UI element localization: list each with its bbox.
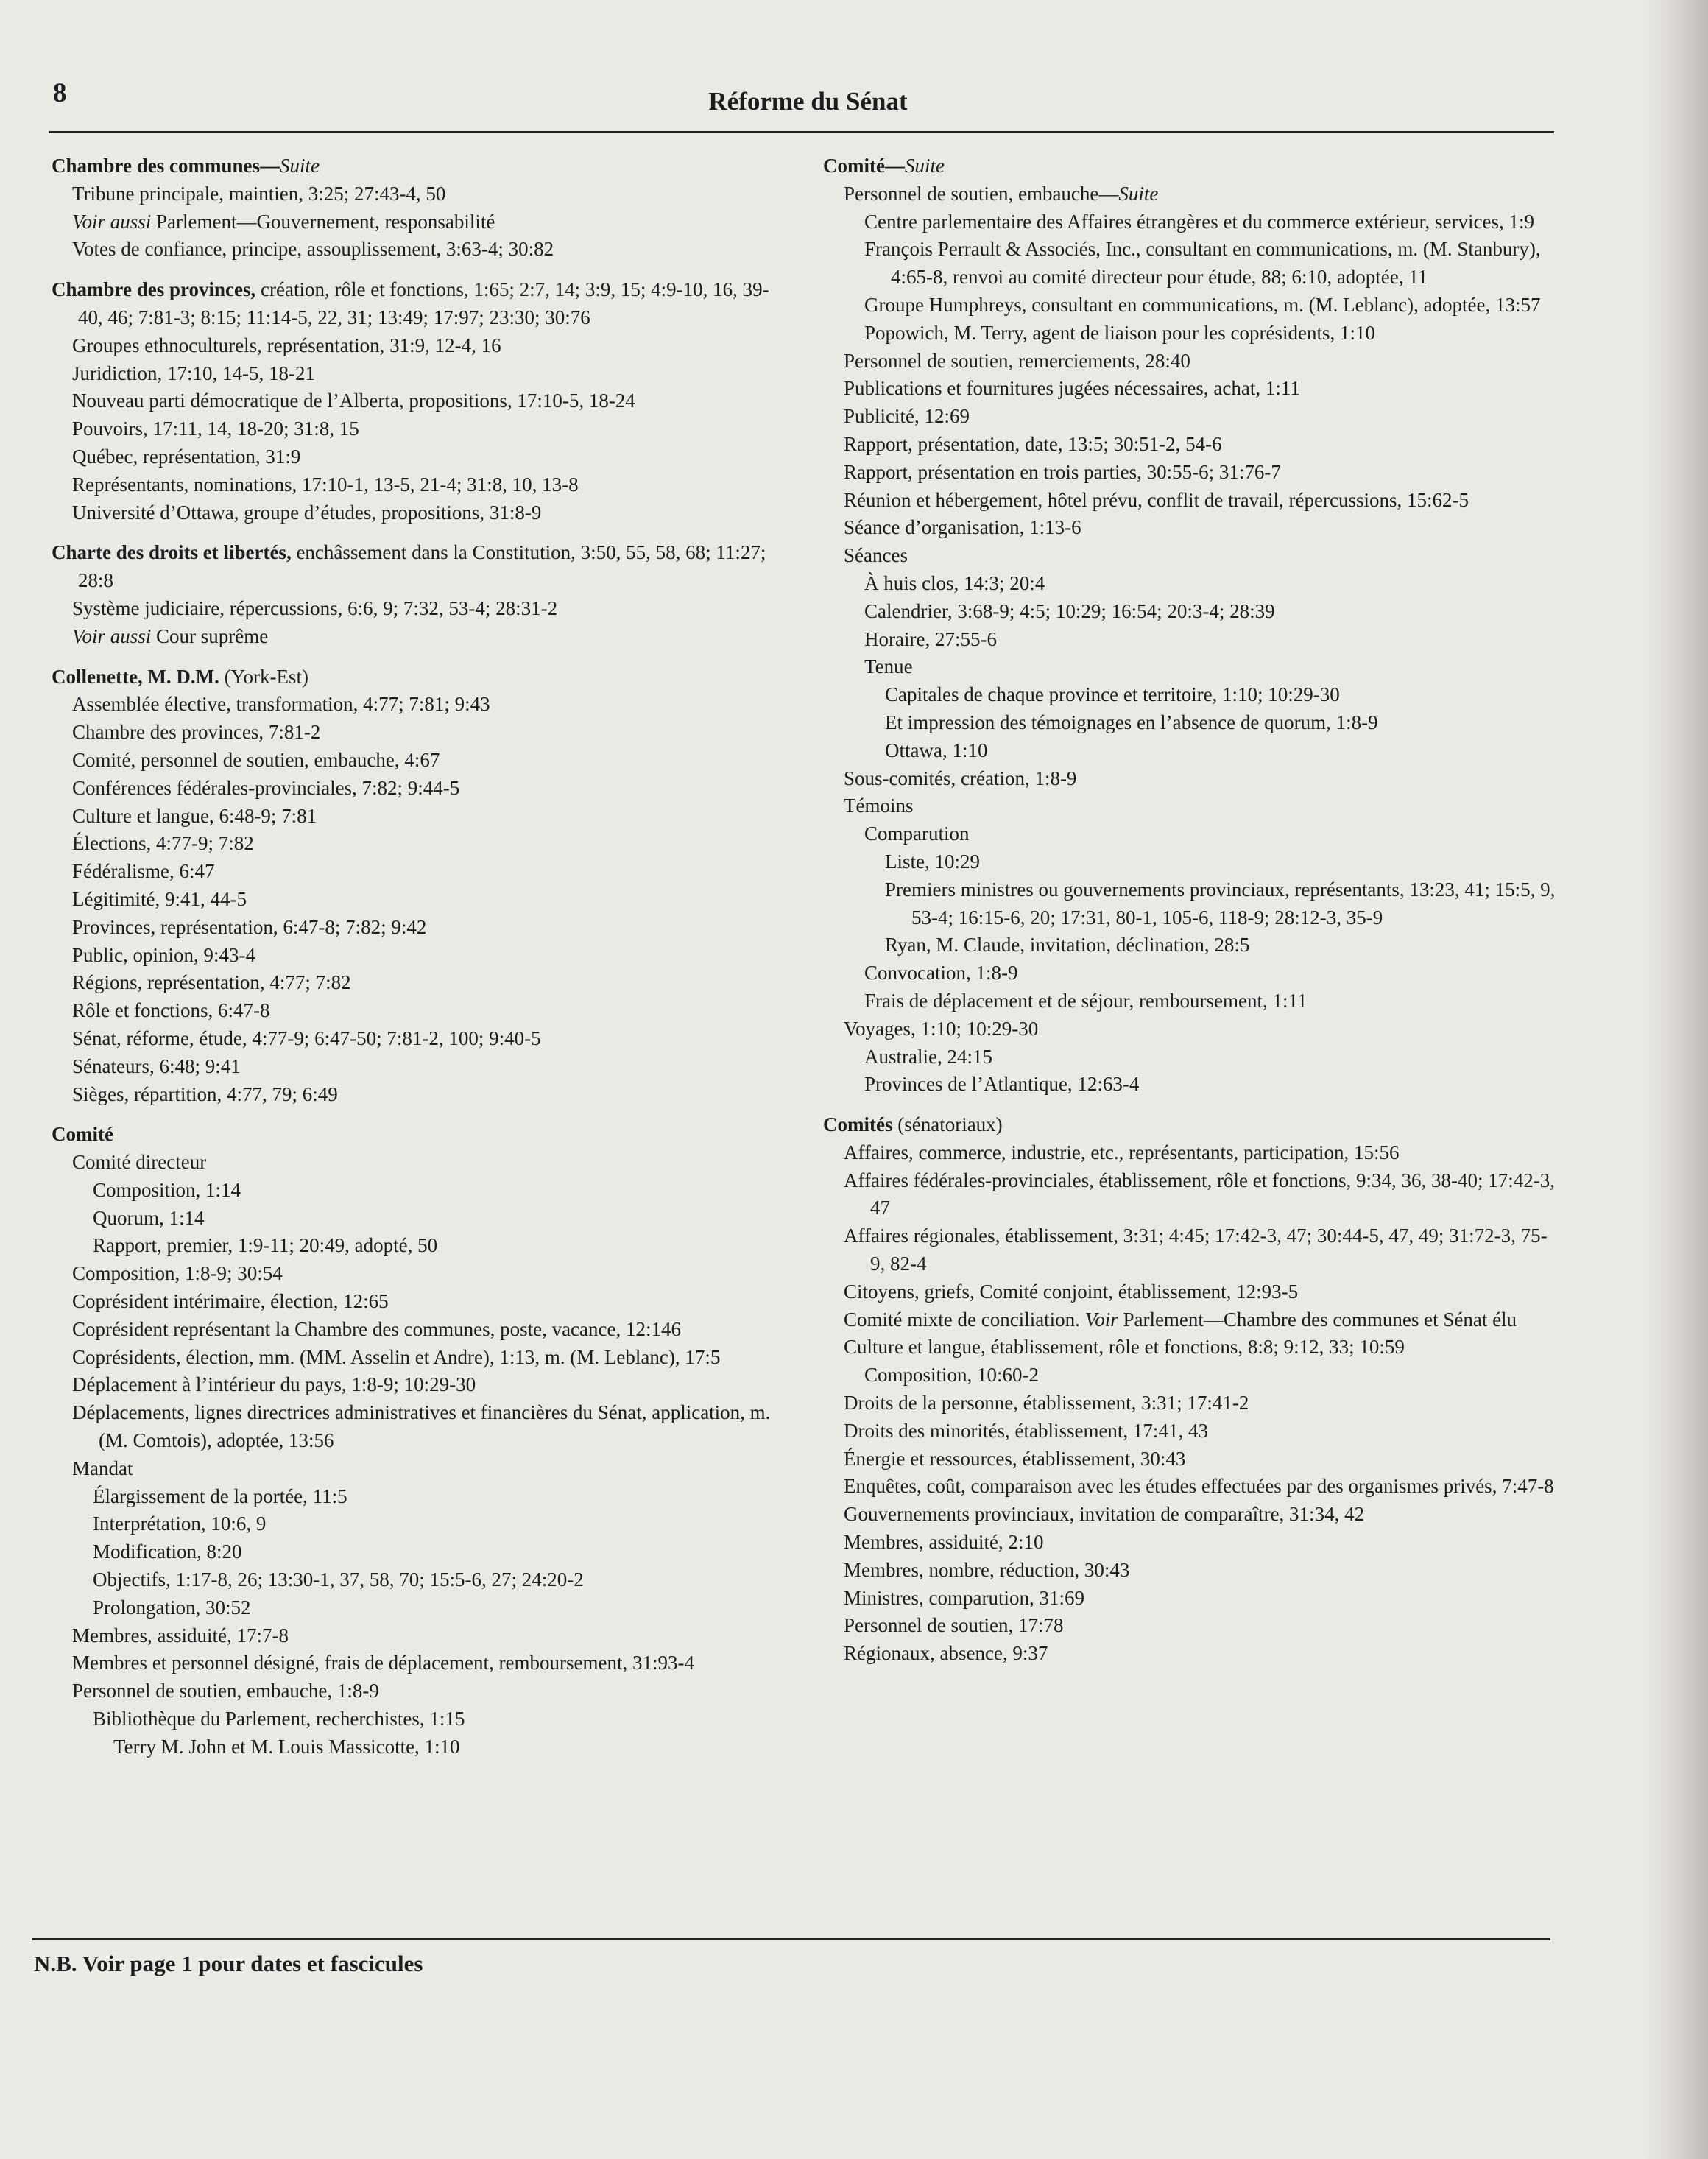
entry-text: Publications et fournitures jugées nécessaires, achat, 1:11 — [844, 377, 1300, 400]
index-subentry — [93, 1594, 788, 1622]
index-subentry — [72, 1149, 788, 1177]
entry-text: Tribune principale, maintien, 3:25; 27:43-4, 50 — [72, 182, 446, 205]
entry-text: Personnel de soutien, embauche, 1:8-9 — [72, 1680, 379, 1702]
entry-text: Représentants, nominations, 17:10-1, 13-5, 21-4; 31:8, 10, 13-8 — [72, 473, 579, 496]
entry-text: Premiers ministres ou gouvernements provinciaux, représentants, 13:23, 41; 15:5, 9, 53-4; 16:15-6, 20; 17:31, 80-1, 105-6, 118-9; 28:12-3, 35-9 — [885, 878, 1556, 929]
entry-heading: Comité — [52, 1123, 113, 1146]
index-subentry — [72, 595, 788, 623]
index-subentry — [844, 1473, 1559, 1501]
index-subentry — [844, 1640, 1559, 1668]
entry-text: Cour suprême — [151, 624, 269, 647]
entry-text: Membres, assiduité, 17:7-8 — [72, 1624, 289, 1646]
entry-text: Culture et langue, 6:48-9; 7:81 — [72, 804, 317, 827]
index-subentry — [864, 987, 1559, 1015]
entry-text: Gouvernements provinciaux, invitation de comparaître, 31:34, 42 — [844, 1503, 1365, 1526]
index-subentry — [885, 848, 1559, 876]
index-subentry — [72, 1622, 788, 1650]
entry-text: Témoins — [844, 795, 914, 817]
index-subentry — [72, 1399, 788, 1455]
footer-note: N.B. Voir page 1 pour dates et fascicules — [34, 1951, 423, 1976]
footer-rule — [32, 1938, 1550, 1940]
entry-text: Composition, 1:14 — [93, 1178, 241, 1201]
entry-text: Votes de confiance, principe, assouplissement, 3:63-4; 30:82 — [72, 238, 554, 261]
index-subentry — [72, 443, 788, 471]
entry-text: Sénat, réforme, étude, 4:77-9; 6:47-50; 7:81-2, 100; 9:40-5 — [72, 1026, 541, 1049]
index-subentry — [864, 1362, 1559, 1390]
entry-text: Composition, 1:8-9; 30:54 — [72, 1262, 283, 1285]
entry-text: Quorum, 1:14 — [93, 1206, 205, 1229]
index-subentry — [844, 1222, 1559, 1278]
entry-text: Horaire, 27:55-6 — [864, 627, 997, 650]
index-subentry — [72, 1371, 788, 1399]
entry-text: Voyages, 1:10; 10:29-30 — [844, 1017, 1039, 1040]
entry-heading: Chambre des provinces, — [52, 278, 256, 301]
entry-text: Sous-comités, création, 1:8-9 — [844, 767, 1077, 789]
entry-text: Élargissement de la portée, 11:5 — [93, 1484, 347, 1507]
index-subentry — [844, 1417, 1559, 1445]
index-subentry — [844, 180, 1559, 208]
entry-text: Publicité, 12:69 — [844, 405, 970, 428]
index-subentry — [72, 471, 788, 499]
cross-reference: Voir aussi — [72, 210, 152, 233]
index-subentry — [844, 1557, 1559, 1585]
index-subentry — [113, 1733, 788, 1761]
entry-text: Légitimité, 9:41, 44-5 — [72, 887, 247, 910]
index-subentry — [72, 180, 788, 208]
index-heading-entry — [52, 663, 788, 691]
entry-text: Droits de la personne, établissement, 3:31; 17:41-2 — [844, 1392, 1249, 1415]
index-subentry — [844, 1390, 1559, 1417]
entry-text: Conférences fédérales-provinciales, 7:82; 9:44-5 — [72, 776, 460, 799]
index-subentry — [864, 236, 1559, 292]
index-subentry — [864, 1071, 1559, 1099]
index-subentry — [844, 1306, 1559, 1334]
entry-text: Tenue — [864, 655, 913, 678]
entry-text: Assemblée élective, transformation, 4:77; 7:81; 9:43 — [72, 693, 490, 716]
index-subentry — [844, 542, 1559, 570]
index-subentry — [72, 775, 788, 803]
page-number: 8 — [53, 78, 67, 108]
index-subentry — [844, 792, 1559, 820]
entry-text: Frais de déplacement et de séjour, remboursement, 1:11 — [864, 989, 1308, 1012]
index-heading-entry — [52, 539, 788, 595]
entry-text: Comité mixte de conciliation. — [844, 1308, 1085, 1331]
entry-text: Comparution — [864, 823, 970, 845]
index-subentry — [885, 876, 1559, 932]
index-subentry — [844, 403, 1559, 431]
index-heading-entry — [52, 152, 788, 180]
entry-text: Québec, représentation, 31:9 — [72, 445, 301, 468]
entry-text: Calendrier, 3:68-9; 4:5; 10:29; 16:54; 20:3-4; 28:39 — [864, 599, 1275, 622]
index-subentry — [844, 1529, 1559, 1557]
index-subentry — [72, 942, 788, 970]
index-subentry — [844, 1167, 1559, 1223]
index-subentry — [844, 1334, 1559, 1362]
entry-text: Université d’Ottawa, groupe d’études, propositions, 31:8-9 — [72, 501, 542, 524]
entry-text: Élections, 4:77-9; 7:82 — [72, 832, 254, 855]
entry-text: Affaires fédérales-provinciales, établissement, rôle et fonctions, 9:34, 36, 38-40; 17:42-3, 47 — [844, 1169, 1555, 1219]
index-subentry — [72, 332, 788, 360]
entry-text: Terry M. John et M. Louis Massicotte, 1:10 — [113, 1735, 460, 1758]
index-subentry — [72, 803, 788, 831]
index-subentry — [72, 208, 788, 236]
entry-text: Énergie et ressources, établissement, 30:43 — [844, 1447, 1186, 1470]
index-subentry — [885, 931, 1559, 959]
entry-text: Membres, nombre, réduction, 30:43 — [844, 1558, 1130, 1581]
entry-text: Système judiciaire, répercussions, 6:6, 9; 7:32, 53-4; 28:31-2 — [72, 596, 558, 619]
index-subentry — [885, 737, 1559, 765]
index-subentry — [864, 820, 1559, 848]
entry-text: Nouveau parti démocratique de l’Alberta, propositions, 17:10-5, 18-24 — [72, 390, 635, 412]
index-subentry — [885, 681, 1559, 709]
index-subentry — [72, 747, 788, 775]
index-subentry — [844, 1445, 1559, 1473]
index-subentry — [844, 1139, 1559, 1167]
index-subentry — [93, 1538, 788, 1566]
entry-text: Rôle et fonctions, 6:47-8 — [72, 999, 270, 1022]
index-subentry — [844, 765, 1559, 793]
entry-text: Rapport, présentation en trois parties, 30:55-6; 31:76-7 — [844, 460, 1281, 483]
entry-text: Affaires régionales, établissement, 3:31; 4:45; 17:42-3, 47; 30:44-5, 47, 49; 31:72-3, 75-9, 82-4 — [844, 1225, 1548, 1275]
index-subentry — [864, 208, 1559, 236]
index-subentry — [844, 431, 1559, 459]
index-subentry — [844, 375, 1559, 403]
entry-text: Personnel de soutien, remerciements, 28:40 — [844, 349, 1190, 372]
entry-text: Séance d’organisation, 1:13-6 — [844, 516, 1081, 539]
entry-text: Rapport, premier, 1:9-11; 20:49, adopté, 50 — [93, 1234, 438, 1257]
continued-marker: Suite — [1118, 182, 1159, 205]
entry-text: Liste, 10:29 — [885, 850, 980, 873]
entry-text: Droits des minorités, établissement, 17:41, 43 — [844, 1419, 1208, 1442]
entry-text: Régionaux, absence, 9:37 — [844, 1642, 1048, 1665]
index-subentry — [72, 499, 788, 527]
index-subentry — [72, 1316, 788, 1344]
index-subentry — [72, 1344, 788, 1372]
entry-text: Groupes ethnoculturels, représentation, 31:9, 12-4, 16 — [72, 334, 501, 356]
index-subentry — [93, 1177, 788, 1205]
index-subentry — [93, 1510, 788, 1538]
index-subentry — [72, 360, 788, 388]
index-subentry — [72, 387, 788, 415]
index-heading-entry — [823, 152, 1559, 180]
entry-text: (York-Est) — [219, 665, 308, 688]
entry-text: enchâssement dans la Constitution, 3:50, 55, 58, 68; 11:27; 28:8 — [78, 541, 766, 592]
entry-text: Coprésidents, élection, mm. (MM. Asselin et Andre), 1:13, m. (M. Leblanc), 17:5 — [72, 1345, 721, 1368]
index-column-right — [823, 152, 1559, 1668]
index-subentry — [864, 1043, 1559, 1071]
entry-text: (sénatoriaux) — [892, 1113, 1003, 1136]
entry-text: Coprésident représentant la Chambre des communes, poste, vacance, 12:146 — [72, 1317, 681, 1340]
entry-text: Culture et langue, établissement, rôle et fonctions, 8:8; 9:12, 33; 10:59 — [844, 1336, 1405, 1359]
index-subentry — [72, 719, 788, 747]
index-subentry — [72, 623, 788, 651]
entry-text: Personnel de soutien, 17:78 — [844, 1614, 1064, 1637]
entry-heading: Comités — [823, 1113, 893, 1136]
index-subentry — [93, 1566, 788, 1594]
index-subentry — [844, 348, 1559, 376]
entry-text: Régions, représentation, 4:77; 7:82 — [72, 971, 351, 994]
continued-marker: Suite — [280, 155, 320, 177]
entry-text: Comité, personnel de soutien, embauche, 4:67 — [72, 748, 440, 771]
index-column-left — [52, 152, 788, 1761]
index-heading-entry — [823, 1111, 1559, 1139]
entry-text: Juridiction, 17:10, 14-5, 18-21 — [72, 362, 315, 384]
entry-text: Ministres, comparution, 31:69 — [844, 1586, 1084, 1609]
entry-text: Capitales de chaque province et territoire, 1:10; 10:29-30 — [885, 683, 1340, 706]
index-subentry — [72, 1649, 788, 1677]
entry-text: Modification, 8:20 — [93, 1540, 242, 1563]
cross-reference: Voir aussi — [72, 624, 152, 647]
entry-text: Provinces, représentation, 6:47-8; 7:82; 9:42 — [72, 915, 427, 938]
index-subentry — [844, 1278, 1559, 1306]
entry-text: Sièges, répartition, 4:77, 79; 6:49 — [72, 1082, 338, 1105]
entry-text: Composition, 10:60-2 — [864, 1364, 1040, 1387]
index-subentry — [72, 1081, 788, 1109]
entry-text: Australie, 24:15 — [864, 1045, 992, 1068]
entry-text: Provinces de l’Atlantique, 12:63-4 — [864, 1073, 1140, 1096]
index-subentry — [93, 1232, 788, 1260]
index-subentry — [885, 709, 1559, 737]
entry-text: Citoyens, griefs, Comité conjoint, établissement, 12:93-5 — [844, 1280, 1299, 1303]
book-spine-shadow — [1642, 0, 1708, 2159]
entry-text: Objectifs, 1:17-8, 26; 13:30-1, 37, 58, 70; 15:5-6, 27; 24:20-2 — [93, 1568, 584, 1591]
index-subentry — [72, 1053, 788, 1081]
entry-text: Ryan, M. Claude, invitation, déclination, 28:5 — [885, 934, 1250, 957]
entry-text: Parlement—Gouvernement, responsabilité — [151, 210, 495, 233]
entry-text: Convocation, 1:8-9 — [864, 962, 1018, 985]
entry-text: Prolongation, 30:52 — [93, 1596, 251, 1619]
page-title: Réforme du Sénat — [708, 87, 908, 116]
entry-text: Coprésident intérimaire, élection, 12:65 — [72, 1290, 389, 1313]
entry-text: Membres et personnel désigné, frais de déplacement, remboursement, 31:93-4 — [72, 1652, 694, 1674]
entry-text: Interprétation, 10:6, 9 — [93, 1512, 267, 1535]
entry-text: Pouvoirs, 17:11, 14, 18-20; 31:8, 15 — [72, 418, 359, 440]
entry-text: Déplacements, lignes directrices administratives et financières du Sénat, application, m. (M. Comtois), adoptée, 13:56 — [72, 1401, 771, 1452]
index-subentry — [844, 514, 1559, 542]
index-subentry — [864, 320, 1559, 348]
index-subentry — [72, 415, 788, 443]
entry-text: Chambre des provinces, 7:81-2 — [72, 721, 321, 744]
entry-text: Public, opinion, 9:43-4 — [72, 943, 255, 966]
index-subentry — [864, 570, 1559, 598]
entry-text: Sénateurs, 6:48; 9:41 — [72, 1054, 241, 1077]
entry-text: Groupe Humphreys, consultant en communications, m. (M. Leblanc), adoptée, 13:57 — [864, 293, 1541, 316]
entry-heading: Collenette, M. D.M. — [52, 665, 219, 688]
index-subentry — [72, 236, 788, 264]
index-subentry — [72, 914, 788, 942]
entry-text: Personnel de soutien, embauche— — [844, 182, 1119, 205]
entry-text: Enquêtes, coût, comparaison avec les études effectuées par des organismes privés, 7:47-8 — [844, 1475, 1554, 1498]
index-subentry — [72, 691, 788, 719]
entry-text: création, rôle et fonctions, 1:65; 2:7, 14; 3:9, 15; 4:9-10, 16, 39-40, 46; 7:81-3; 8:15; 11:14-5, 22, 31; 13:49; 17:97; 23:30; 30:76 — [78, 278, 769, 328]
index-subentry — [864, 626, 1559, 654]
index-subentry — [72, 997, 788, 1025]
index-subentry — [93, 1483, 788, 1511]
entry-text: Parlement—Chambre des communes et Sénat élu — [1118, 1308, 1517, 1331]
index-subentry — [72, 969, 788, 997]
index-subentry — [72, 1677, 788, 1705]
index-heading-entry — [52, 1121, 788, 1149]
entry-text: Fédéralisme, 6:47 — [72, 860, 215, 883]
continued-marker: Suite — [904, 155, 945, 177]
index-subentry — [72, 1288, 788, 1316]
index-subentry — [844, 1015, 1559, 1043]
index-subentry — [72, 886, 788, 914]
entry-heading: Comité— — [823, 155, 905, 177]
entry-text: Ottawa, 1:10 — [885, 739, 988, 761]
entry-text: Mandat — [72, 1457, 133, 1479]
index-subentry — [93, 1705, 788, 1733]
index-subentry — [93, 1205, 788, 1233]
index-subentry — [844, 1612, 1559, 1640]
header-rule — [49, 131, 1554, 133]
index-subentry — [844, 487, 1559, 515]
index-subentry — [72, 1260, 788, 1288]
entry-text: Bibliothèque du Parlement, recherchistes, 1:15 — [93, 1708, 465, 1730]
index-subentry — [72, 1455, 788, 1483]
index-subentry — [864, 959, 1559, 987]
index-subentry — [864, 292, 1559, 320]
index-subentry — [72, 858, 788, 886]
entry-heading: Charte des droits et libertés, — [52, 541, 292, 564]
index-subentry — [72, 830, 788, 858]
entry-text: Et impression des témoignages en l’absence de quorum, 1:8-9 — [885, 711, 1378, 733]
entry-text: Rapport, présentation, date, 13:5; 30:51-2, 54-6 — [844, 432, 1222, 455]
entry-text: Membres, assiduité, 2:10 — [844, 1531, 1044, 1554]
index-subentry — [864, 598, 1559, 626]
entry-text: Popowich, M. Terry, agent de liaison pour les coprésidents, 1:10 — [864, 321, 1375, 344]
index-subentry — [864, 653, 1559, 681]
entry-heading: Chambre des communes— — [52, 155, 280, 177]
index-subentry — [72, 1025, 788, 1053]
entry-text: À huis clos, 14:3; 20:4 — [864, 571, 1045, 594]
entry-text: Séances — [844, 544, 908, 567]
entry-text: Déplacement à l’intérieur du pays, 1:8-9; 10:29-30 — [72, 1373, 476, 1396]
cross-reference: Voir — [1084, 1308, 1118, 1331]
entry-text: Affaires, commerce, industrie, etc., représentants, participation, 15:56 — [844, 1141, 1400, 1163]
entry-text: François Perrault & Associés, Inc., consultant en communications, m. (M. Stanbury), 4:65-8, renvoi au comité directeur pour étude, 88; 6:10, adoptée, 11 — [864, 238, 1541, 289]
entry-text: Centre parlementaire des Affaires étrangères et du commerce extérieur, services, 1:9 — [864, 210, 1534, 233]
index-subentry — [844, 1501, 1559, 1529]
index-heading-entry — [52, 276, 788, 332]
entry-text: Réunion et hébergement, hôtel prévu, conflit de travail, répercussions, 15:62-5 — [844, 488, 1469, 511]
entry-text: Comité directeur — [72, 1151, 207, 1174]
index-subentry — [844, 1585, 1559, 1613]
index-subentry — [844, 459, 1559, 487]
